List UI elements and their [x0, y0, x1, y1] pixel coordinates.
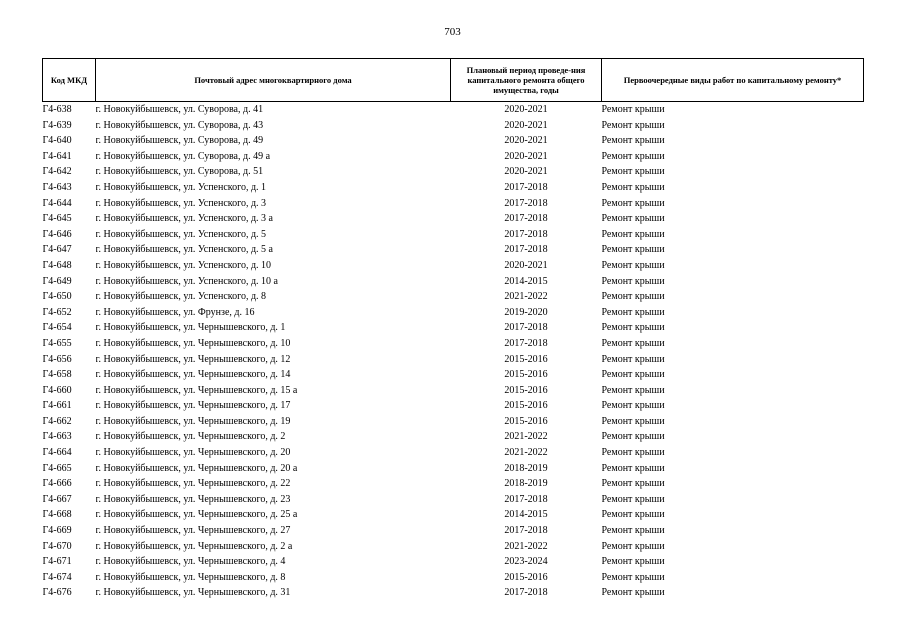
table-header: [43, 59, 864, 102]
cell-work: Ремонт крыши: [601, 213, 665, 225]
cell-period: 2020-2021: [504, 135, 548, 147]
table-row: [43, 227, 864, 243]
cell-code: Г4-643: [42, 181, 72, 193]
cell-work: Ремонт крыши: [601, 525, 665, 537]
cell-address: г. Новокуйбышевск, ул. Суворова, д. 51: [95, 166, 264, 178]
cell-period: 2014-2015: [504, 509, 548, 521]
cell-work: Ремонт крыши: [601, 462, 665, 474]
cell-work: Ремонт крыши: [601, 384, 665, 396]
cell-period: 2017-2018: [504, 587, 548, 599]
cell-period: 2020-2021: [504, 119, 548, 131]
cell-period: 2017-2018: [504, 322, 548, 334]
cell-work: Ремонт крыши: [601, 150, 665, 162]
cell-code: Г4-665: [42, 462, 72, 474]
table-row: [43, 352, 864, 368]
cell-address: г. Новокуйбышевск, ул. Чернышевского, д. 2: [95, 431, 286, 443]
cell-address: г. Новокуйбышевск, ул. Успенского, д. 3: [95, 197, 267, 209]
cell-code: Г4-662: [42, 415, 72, 427]
cell-code: Г4-639: [42, 119, 72, 131]
cell-address: г. Новокуйбышевск, ул. Чернышевского, д. 15 а: [95, 384, 298, 396]
cell-work: Ремонт крыши: [601, 166, 665, 178]
table-row: [43, 242, 864, 258]
cell-address: г. Новокуйбышевск, ул. Успенского, д. 8: [95, 291, 267, 303]
cell-period: 2020-2021: [504, 104, 548, 115]
cell-period: 2023-2024: [504, 556, 548, 568]
cell-code: Г4-649: [42, 275, 72, 287]
cell-work: Ремонт крыши: [601, 571, 665, 583]
cell-address: г. Новокуйбышевск, ул. Чернышевского, д. 8: [95, 571, 286, 583]
cell-work: Ремонт крыши: [601, 228, 665, 240]
table-row: [43, 258, 864, 274]
table-row: [43, 274, 864, 290]
cell-period: 2015-2016: [504, 415, 548, 427]
cell-period: 2015-2016: [504, 353, 548, 365]
cell-period: 2018-2019: [504, 478, 548, 490]
cell-address: г. Новокуйбышевск, ул. Чернышевского, д. 31: [95, 587, 291, 599]
cell-code: Г4-663: [42, 431, 72, 443]
cell-code: Г4-650: [42, 291, 72, 303]
table-row: [43, 336, 864, 352]
cell-period: 2020-2021: [504, 166, 548, 178]
cell-period: 2021-2022: [504, 431, 548, 443]
cell-code: Г4-660: [42, 384, 72, 396]
table-row: [43, 570, 864, 586]
table-row: [43, 180, 864, 196]
cell-code: Г4-669: [42, 525, 72, 537]
cell-address: г. Новокуйбышевск, ул. Суворова, д. 41: [95, 104, 264, 115]
header-address: Почтовый адрес многоквартирного дома: [96, 59, 451, 102]
cell-work: Ремонт крыши: [601, 540, 665, 552]
cell-period: 2017-2018: [504, 228, 548, 240]
cell-code: Г4-644: [42, 197, 72, 209]
cell-address: г. Новокуйбышевск, ул. Чернышевского, д. 20 а: [95, 462, 298, 474]
cell-period: 2021-2022: [504, 291, 548, 303]
table-row: [43, 507, 864, 523]
cell-work: Ремонт крыши: [601, 337, 665, 349]
cell-work: Ремонт крыши: [601, 431, 665, 443]
table-row: [43, 102, 864, 118]
cell-period: 2017-2018: [504, 525, 548, 537]
table-row: [43, 398, 864, 414]
cell-work: Ремонт крыши: [601, 447, 665, 459]
cell-code: Г4-655: [42, 337, 72, 349]
registry-table: [42, 58, 864, 601]
page-number: 703: [444, 26, 461, 38]
cell-period: 2019-2020: [504, 306, 548, 318]
cell-code: Г4-646: [42, 228, 72, 240]
cell-period: 2017-2018: [504, 197, 548, 209]
cell-address: г. Новокуйбышевск, ул. Успенского, д. 5 а: [95, 244, 273, 256]
cell-work: Ремонт крыши: [601, 322, 665, 334]
table-row: [43, 476, 864, 492]
cell-code: Г4-648: [42, 259, 72, 271]
table-body: [43, 102, 864, 602]
cell-work: Ремонт крыши: [601, 478, 665, 490]
cell-code: Г4-641: [42, 150, 72, 162]
cell-code: Г4-671: [42, 556, 72, 568]
table-row: [43, 492, 864, 508]
cell-period: 2021-2022: [504, 540, 548, 552]
cell-period: 2020-2021: [504, 150, 548, 162]
table-row: [43, 289, 864, 305]
cell-work: Ремонт крыши: [601, 259, 665, 271]
cell-address: г. Новокуйбышевск, ул. Чернышевского, д. 23: [95, 493, 291, 505]
table-row: [43, 305, 864, 321]
cell-period: 2014-2015: [504, 275, 548, 287]
cell-period: 2015-2016: [504, 369, 548, 381]
cell-work: Ремонт крыши: [601, 587, 665, 599]
header-work: Первоочередные виды работ по капитальному ремонту*: [602, 59, 864, 102]
cell-code: Г4-638: [42, 104, 72, 115]
cell-work: Ремонт крыши: [601, 135, 665, 147]
cell-address: г. Новокуйбышевск, ул. Чернышевского, д. 27: [95, 525, 291, 537]
cell-address: г. Новокуйбышевск, ул. Суворова, д. 49: [95, 135, 264, 147]
cell-work: Ремонт крыши: [601, 197, 665, 209]
cell-period: 2017-2018: [504, 244, 548, 256]
table-row: [43, 445, 864, 461]
cell-address: г. Новокуйбышевск, ул. Суворова, д. 43: [95, 119, 264, 131]
cell-work: Ремонт крыши: [601, 119, 665, 131]
table-row: [43, 164, 864, 180]
cell-work: Ремонт крыши: [601, 244, 665, 256]
cell-address: г. Новокуйбышевск, ул. Чернышевского, д. 19: [95, 415, 291, 427]
header-code: Код МКД: [43, 59, 96, 102]
cell-code: Г4-676: [42, 587, 72, 599]
cell-code: Г4-658: [42, 369, 72, 381]
cell-period: 2020-2021: [504, 259, 548, 271]
cell-code: Г4-656: [42, 353, 72, 365]
table-row: [43, 211, 864, 227]
cell-code: Г4-642: [42, 166, 72, 178]
cell-address: г. Новокуйбышевск, ул. Чернышевского, д. 12: [95, 353, 291, 365]
cell-work: Ремонт крыши: [601, 509, 665, 521]
cell-work: Ремонт крыши: [601, 306, 665, 318]
cell-address: г. Новокуйбышевск, ул. Успенского, д. 3 а: [95, 213, 273, 225]
cell-period: 2015-2016: [504, 571, 548, 583]
cell-period: 2015-2016: [504, 400, 548, 412]
cell-code: Г4-674: [42, 571, 72, 583]
cell-address: г. Новокуйбышевск, ул. Чернышевского, д. 25 а: [95, 509, 298, 521]
cell-work: Ремонт крыши: [601, 104, 665, 115]
cell-work: Ремонт крыши: [601, 400, 665, 412]
cell-code: Г4-654: [42, 322, 72, 334]
table-row: [43, 554, 864, 570]
cell-address: г. Новокуйбышевск, ул. Чернышевского, д. 10: [95, 337, 291, 349]
table-row: [43, 149, 864, 165]
cell-code: Г4-670: [42, 540, 72, 552]
cell-work: Ремонт крыши: [601, 415, 665, 427]
table-row: [43, 523, 864, 539]
table-row: [43, 461, 864, 477]
cell-work: Ремонт крыши: [601, 181, 665, 193]
cell-code: Г4-668: [42, 509, 72, 521]
cell-period: 2017-2018: [504, 493, 548, 505]
table-row: [43, 585, 864, 601]
cell-code: Г4-652: [42, 306, 72, 318]
cell-code: Г4-666: [42, 478, 72, 490]
cell-work: Ремонт крыши: [601, 493, 665, 505]
cell-address: г. Новокуйбышевск, ул. Суворова, д. 49 а: [95, 150, 271, 162]
cell-address: г. Новокуйбышевск, ул. Чернышевского, д. 22: [95, 478, 291, 490]
cell-work: Ремонт крыши: [601, 353, 665, 365]
cell-code: Г4-640: [42, 135, 72, 147]
cell-code: Г4-667: [42, 493, 72, 505]
cell-address: г. Новокуйбышевск, ул. Чернышевского, д. 4: [95, 556, 286, 568]
cell-address: г. Новокуйбышевск, ул. Чернышевского, д. 17: [95, 400, 291, 412]
table-row: [43, 429, 864, 445]
cell-address: г. Новокуйбышевск, ул. Фрунзе, д. 16: [95, 306, 255, 318]
table-row: [43, 367, 864, 383]
cell-address: г. Новокуйбышевск, ул. Чернышевского, д. 20: [95, 447, 291, 459]
cell-work: Ремонт крыши: [601, 556, 665, 568]
table-row: [43, 196, 864, 212]
cell-work: Ремонт крыши: [601, 369, 665, 381]
cell-code: Г4-661: [42, 400, 72, 412]
cell-address: г. Новокуйбышевск, ул. Успенского, д. 5: [95, 228, 267, 240]
cell-code: Г4-664: [42, 447, 72, 459]
table-row: [43, 383, 864, 399]
cell-address: г. Новокуйбышевск, ул. Чернышевского, д. 2 а: [95, 540, 293, 552]
cell-period: 2021-2022: [504, 447, 548, 459]
cell-work: Ремонт крыши: [601, 275, 665, 287]
table-row: [43, 118, 864, 134]
table-row: [43, 414, 864, 430]
table-row: [43, 320, 864, 336]
cell-period: 2017-2018: [504, 181, 548, 193]
header-row: [43, 59, 864, 102]
cell-address: г. Новокуйбышевск, ул. Успенского, д. 10: [95, 259, 272, 271]
cell-code: Г4-645: [42, 213, 72, 225]
cell-address: г. Новокуйбышевск, ул. Чернышевского, д. 14: [95, 369, 291, 381]
table-row: [43, 133, 864, 149]
cell-work: Ремонт крыши: [601, 291, 665, 303]
header-period: Плановый период проведе-ния капитального ремонта общего имущества, годы: [451, 59, 602, 102]
cell-address: г. Новокуйбышевск, ул. Чернышевского, д. 1: [95, 322, 286, 334]
cell-address: г. Новокуйбышевск, ул. Успенского, д. 10 а: [95, 275, 278, 287]
cell-code: Г4-647: [42, 244, 72, 256]
cell-address: г. Новокуйбышевск, ул. Успенского, д. 1: [95, 181, 267, 193]
cell-period: 2015-2016: [504, 384, 548, 396]
cell-period: 2017-2018: [504, 213, 548, 225]
table-row: [43, 539, 864, 555]
cell-period: 2017-2018: [504, 337, 548, 349]
cell-period: 2018-2019: [504, 462, 548, 474]
